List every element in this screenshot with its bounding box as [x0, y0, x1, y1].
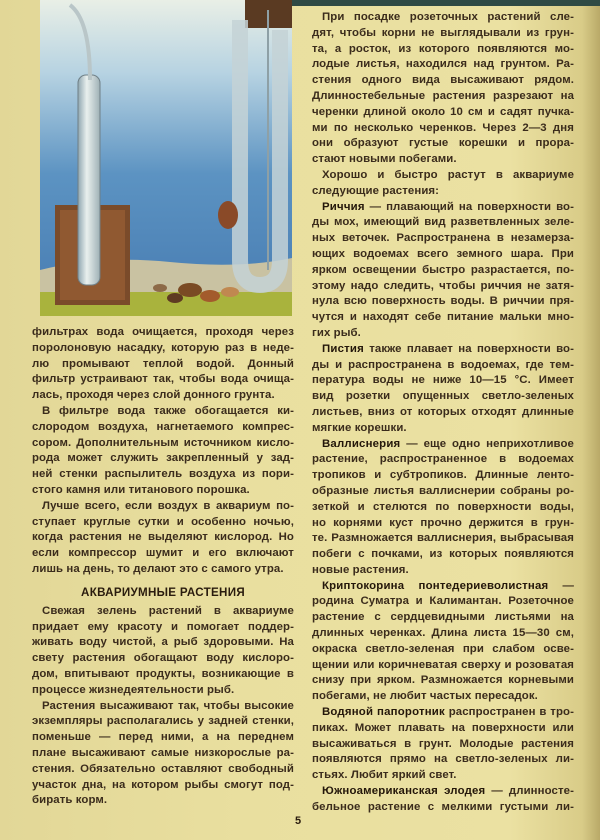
- text-line: [312, 768, 574, 784]
- line-text: дом, впитывают продукты, возникающие в: [32, 667, 294, 680]
- paragraph: [32, 499, 294, 578]
- paragraph: [312, 10, 574, 168]
- text-line: [32, 420, 294, 436]
- line-text: побеги с почками, из которых появляются: [312, 548, 574, 561]
- line-text: родина Суматра и Калимантан. Розеточное: [312, 595, 574, 608]
- line-text: этому надо следить, чтобы риччия не затя-: [312, 279, 574, 292]
- line-text: вид розетки опущенных светло-зеленых: [312, 390, 574, 403]
- line-text: растение, распространенное в водоемах: [312, 453, 574, 466]
- line-text: нула всю поверхность воды. В риччии пря-: [312, 295, 574, 308]
- line-text: — еще одно неприхотливое: [406, 437, 574, 450]
- suction-cup: [218, 201, 238, 229]
- line-text: Свежая зелень растений в аквариуме: [42, 604, 294, 617]
- text-line: [312, 500, 574, 516]
- text-line: [32, 372, 294, 388]
- line-text: следующие растения:: [312, 184, 440, 197]
- line-text: ды мох, имеющий вид разветвленных зеле-: [312, 216, 574, 229]
- text-line: [32, 341, 294, 357]
- line-text: сором. Дополнительным источником кисло-: [32, 436, 294, 449]
- left-column: [32, 325, 294, 809]
- line-text: —: [562, 579, 574, 592]
- top-edge-strip: [290, 0, 600, 6]
- line-text: ней стенки распылитель воздуха из пори-: [32, 468, 294, 481]
- text-line: [312, 642, 574, 658]
- filter-tube: [78, 75, 100, 285]
- text-line: [32, 357, 294, 373]
- text-line: [32, 635, 294, 651]
- line-text: но корнями куст прочно держится в грун-: [312, 516, 574, 529]
- line-text: лась, проходя через слой донного грунта.: [32, 389, 275, 402]
- line-text: та, а росток, из которого появляются мо-: [312, 42, 574, 55]
- line-text: фильтр устраивают так, чтобы вода очища-: [32, 373, 294, 386]
- text-line: [312, 563, 574, 579]
- line-text: гих рыб.: [312, 326, 361, 339]
- line-text: пиках. Может плавать на поверхности или: [312, 721, 574, 734]
- plant-entry-paragraph: [312, 784, 574, 816]
- text-line: [312, 136, 574, 152]
- text-line: [312, 579, 574, 595]
- line-text: черенки длиной около 10 см и садят пучка-: [312, 105, 574, 118]
- text-line: [312, 10, 574, 26]
- text-line: [312, 342, 574, 358]
- line-text: процессе жизнедеятельности рыб.: [32, 683, 235, 696]
- line-text: растение с сердцевидными листьями на: [312, 611, 574, 624]
- line-text: бирать корм.: [32, 794, 108, 807]
- text-line: [32, 515, 294, 531]
- text-line: [312, 263, 574, 279]
- line-text: участок дна, на котором рыбы смогут под-: [32, 778, 294, 791]
- text-line: [312, 73, 574, 89]
- text-line: [312, 626, 574, 642]
- text-line: [312, 800, 574, 816]
- line-text: распространен в тро-: [448, 706, 574, 719]
- page-number: 5: [295, 815, 302, 827]
- text-line: [312, 184, 574, 200]
- text-line: [32, 483, 294, 499]
- text-line: [32, 778, 294, 794]
- plant-entry-paragraph: [312, 579, 574, 705]
- text-line: [32, 699, 294, 715]
- plant-entry-paragraph: [312, 437, 574, 579]
- section-heading: АКВАРИУМНЫЕ РАСТЕНИЯ: [81, 585, 245, 599]
- line-text: если компрессор шумит и его включают: [32, 547, 294, 560]
- line-text: длинных черенках. Длина листа 15—30 см,: [312, 627, 574, 640]
- text-line: [312, 484, 574, 500]
- line-text: экземпляры располагались у задней стенки,: [32, 715, 294, 728]
- plant-name-term: Риччия: [322, 200, 365, 213]
- text-line: [312, 405, 574, 421]
- text-line: [312, 468, 574, 484]
- text-line: [312, 531, 574, 547]
- text-line: [32, 651, 294, 667]
- line-text: образные листья валлиснерии собраны ро-: [312, 484, 574, 497]
- text-line: [32, 546, 294, 562]
- paragraph: [32, 699, 294, 810]
- line-text: стения одного вида высаживают рядом.: [312, 74, 574, 87]
- line-text: придает ему красоту и помогает поддер-: [32, 620, 294, 633]
- right-column: [312, 10, 574, 816]
- text-line: [312, 326, 574, 342]
- plant-entry-paragraph: [312, 200, 574, 342]
- paragraph: [32, 604, 294, 699]
- line-text: побегами, не любит частых пересадок.: [312, 690, 538, 703]
- line-text: окраска светло-зеленая при слабом осве-: [312, 642, 574, 655]
- text-line: [32, 604, 294, 620]
- text-line: [312, 705, 574, 721]
- line-text: бельное растение с мелкими густыми ли-: [312, 800, 574, 813]
- line-text: стого камня или титанового порошка.: [32, 483, 250, 496]
- text-line: [312, 437, 574, 453]
- text-line: [32, 683, 294, 699]
- line-text: появляются прямо на светло-зеленых ли-: [312, 753, 574, 766]
- text-line: [312, 294, 574, 310]
- line-text: снизу при ярком. Размножается корневыми: [312, 674, 574, 687]
- text-line: [312, 784, 574, 800]
- line-text: В фильтре вода также обогащается ки-: [42, 404, 294, 417]
- text-line: [312, 516, 574, 532]
- line-text: пература воды не ниже 10—15 °С. Имеет: [312, 374, 574, 387]
- line-text: стают новыми побегами.: [312, 153, 457, 166]
- line-text: ющих водоемах всего земного шара. При: [312, 247, 574, 260]
- plant-entry-paragraph: [312, 705, 574, 784]
- line-text: тропиков и субтропиков. Длинные ленто-: [312, 469, 574, 482]
- line-text: стьях. Любит яркий свет.: [312, 769, 457, 782]
- text-line: [312, 121, 574, 137]
- line-text: ступает круглые сутки и особенно ночью,: [32, 515, 294, 528]
- text-line: [32, 499, 294, 515]
- line-text: слородом воздуха, нагнетаемого компрес-: [32, 420, 294, 433]
- text-line: [312, 689, 574, 705]
- text-line: [312, 231, 574, 247]
- text-line: [32, 793, 294, 809]
- left-text-bottom: [32, 604, 294, 809]
- line-text: зеткой и стелются по поверхности воды,: [312, 500, 574, 513]
- plant-name-term: Пистия: [322, 342, 364, 355]
- line-text: листьев, вниз от которых отходят длинные: [312, 405, 574, 418]
- line-text: Хорошо и быстро растут в аквариуме: [322, 168, 574, 181]
- line-text: ных веточек. Распространена в незамерза-: [312, 232, 574, 245]
- text-line: [312, 215, 574, 231]
- line-text: те. Размножается валлиснерия, выбрасывая: [312, 532, 574, 545]
- line-text: ды и распространена в водоемах, где тем-: [312, 358, 574, 371]
- text-line: [312, 42, 574, 58]
- line-text: Длинностебельные растения разрезают на: [312, 89, 574, 102]
- text-line: [32, 762, 294, 778]
- text-line: [312, 200, 574, 216]
- text-line: [312, 57, 574, 73]
- text-line: [32, 746, 294, 762]
- line-text: высаживаться в грунт. Молодые растения: [312, 737, 574, 750]
- text-line: [312, 247, 574, 263]
- text-line: [32, 451, 294, 467]
- line-text: живать воду чистой, а рыб здоровыми. На: [32, 636, 294, 649]
- text-line: [312, 594, 574, 610]
- paragraph: [32, 325, 294, 404]
- line-text: чутся и находят себе питание мальки мно-: [312, 311, 574, 324]
- line-text: — плавающий на поверхности во-: [369, 200, 574, 213]
- plant-name-term: Южноамериканская элодея: [322, 785, 486, 798]
- plant-entry-paragraph: [312, 342, 574, 437]
- text-line: [32, 436, 294, 452]
- text-line: [312, 452, 574, 468]
- text-line: [312, 152, 574, 168]
- text-line: [312, 610, 574, 626]
- text-line: [32, 467, 294, 483]
- line-text: новые растения.: [312, 563, 409, 576]
- text-line: [312, 310, 574, 326]
- line-text: лю промывают теплой водой. Донный: [32, 357, 294, 370]
- line-text: плане высаживают самые низкорослые ра-: [32, 746, 294, 759]
- text-line: [312, 358, 574, 374]
- left-text-top: [32, 325, 294, 578]
- text-line: [312, 752, 574, 768]
- aquarium-filter-illustration: [40, 0, 292, 316]
- line-text: они образуют густые корешки и прора-: [312, 137, 574, 150]
- line-text: Лучше всего, если воздух в аквариум по-: [42, 499, 294, 512]
- text-line: [312, 389, 574, 405]
- text-line: [312, 26, 574, 42]
- text-line: [312, 105, 574, 121]
- line-text: мягкие корешки.: [312, 421, 407, 434]
- text-line: [32, 404, 294, 420]
- text-line: [312, 547, 574, 563]
- paragraph: [312, 168, 574, 200]
- text-line: [312, 721, 574, 737]
- text-line: [32, 325, 294, 341]
- line-text: также плавает на поверхности во-: [369, 342, 574, 355]
- line-text: свету растения обогащают воду кислоро-: [32, 652, 294, 665]
- text-line: [32, 620, 294, 636]
- line-text: При посадке розеточных растений сле-: [322, 11, 574, 23]
- text-line: [312, 373, 574, 389]
- text-line: [312, 658, 574, 674]
- line-text: лишь на день, то делают это с самого утра.: [32, 562, 284, 575]
- text-line: [32, 667, 294, 683]
- text-line: [32, 730, 294, 746]
- line-text: щении или коричневатая сверху и розоватая: [312, 658, 574, 671]
- text-line: [32, 530, 294, 546]
- line-text: Растения высаживают так, чтобы высокие: [42, 699, 294, 712]
- line-text: ярком освещении быстро разрастается, по-: [312, 263, 574, 276]
- plant-name-term: Валлиснерия: [322, 437, 401, 450]
- line-text: когда растения не выделяют кислород. Но: [32, 531, 294, 544]
- text-line: [32, 562, 294, 578]
- line-text: фильтрах вода очищается, проходя через: [32, 326, 294, 338]
- line-text: ми по несколько черенков. Через 2—3 дня: [312, 121, 574, 134]
- line-text: стения. Обязательно оставляют свободный: [32, 762, 294, 775]
- paragraph: [32, 404, 294, 499]
- plant-name-term: Водяной папоротник: [322, 706, 445, 719]
- line-text: лодые листья, находился над грунтом. Ра-: [312, 58, 574, 71]
- plant-name-term: Криптокорина понтедериеволистная: [322, 579, 549, 592]
- text-line: [312, 673, 574, 689]
- text-line: [312, 421, 574, 437]
- line-text: рода может служить закрепленный у зад-: [32, 452, 294, 465]
- text-line: [32, 714, 294, 730]
- line-text: — длинносте-: [491, 785, 574, 798]
- text-line: [312, 279, 574, 295]
- text-line: [312, 89, 574, 105]
- line-text: дят, чтобы корни не выглядывали из грун-: [312, 26, 574, 39]
- text-line: [32, 388, 294, 404]
- text-line: [312, 737, 574, 753]
- right-text: [312, 10, 574, 816]
- line-text: поролоновую насадку, которую раз в неде-: [32, 341, 294, 354]
- line-text: поменьше — перед ними, а на переднем: [32, 731, 294, 744]
- text-line: [312, 168, 574, 184]
